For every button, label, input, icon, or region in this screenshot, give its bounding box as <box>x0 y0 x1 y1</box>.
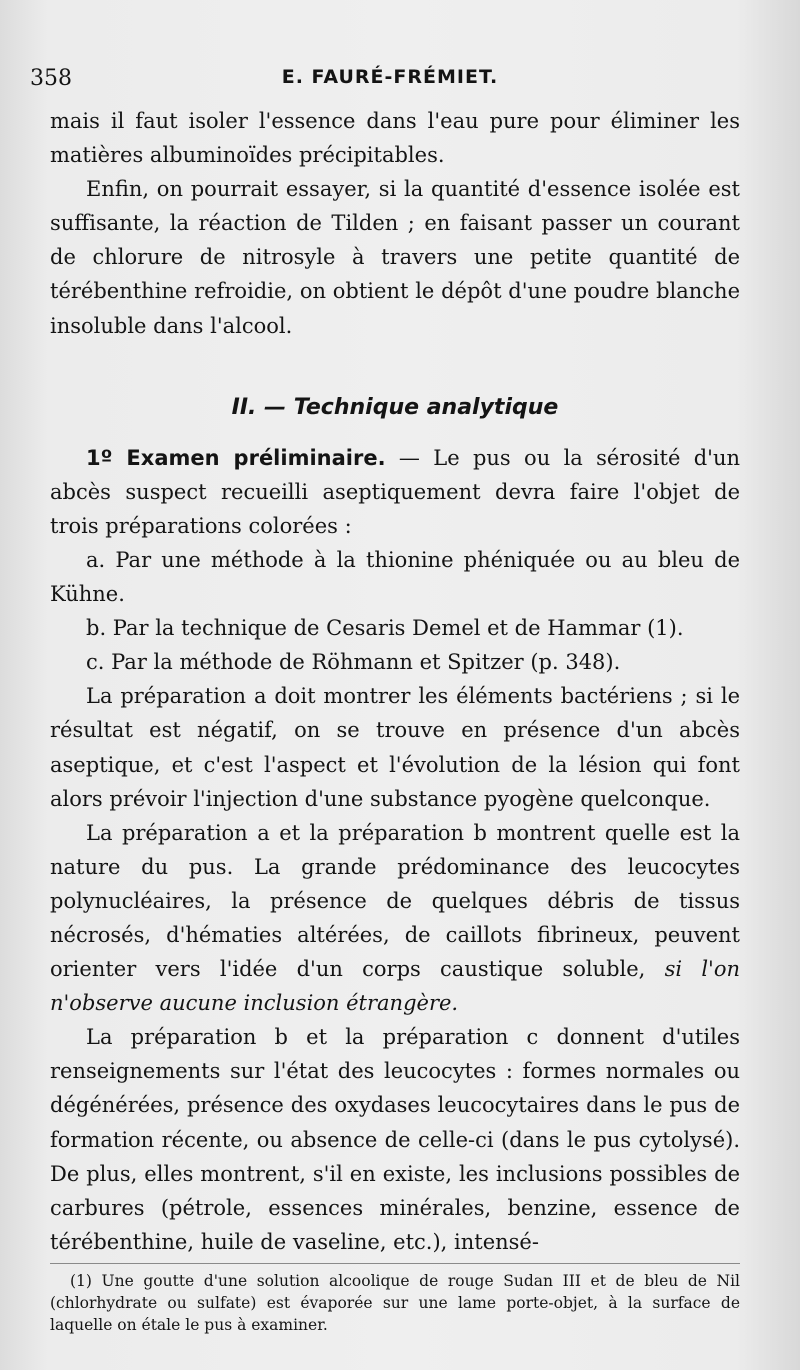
paragraph-ab-italic: si l'on n'observe aucune inclusion étrangère. <box>50 957 740 1016</box>
examen-heading: 1º Examen préliminaire. <box>86 445 386 470</box>
paragraph-preparation-a: La préparation a doit montrer les éléments bactériens ; si le résultat est négatif, on se trouve en présence d'un abcès aseptique, et c'est l'aspect et l'évolution de la lésion qui font alors prévoir l'injection d'une substance pyogène quelconque. <box>50 684 740 811</box>
paragraph-examen <box>50 441 740 543</box>
paragraph-preparation-bc: La préparation b et la préparation c donnent d'utiles renseignements sur l'état des leucocytes : formes normales ou dégénérées, présence des oxydases leucocytaires dans le pus de formation récente, ou absence de celle-ci (dans le pus cytolysé). De plus, elles montrent, s'il en existe, les inclusions possibles de carbures (pétrole, essences minérales, benzine, essence de térébenthine, huile de vaseline, etc.), intensé- <box>50 1025 740 1254</box>
running-title: E. FAURÉ-FRÉMIET. <box>281 66 499 88</box>
page-header <box>30 66 750 102</box>
footnote-1: (1) Une goutte d'une solution alcoolique de rouge Sudan III et de bleu de Nil (chlorhydrate ou sulfate) est évaporée sur une lame porte-objet, à la surface de laquelle on étale le pus à examiner. <box>50 1271 740 1334</box>
paragraph-ab-text: La préparation a et la préparation b montrent quelle est la nature du pus. La grande prédominance des leucocytes polynucléaires, la présence de quelques débris de tissus nécrosés, d'hématies altérées, de caillots fibrineux, peuvent orienter vers l'idée d'un corps caustique soluble, <box>50 820 740 982</box>
section-heading: II. — Technique analytique <box>231 394 559 420</box>
paragraph-preparation-ab <box>50 816 740 1021</box>
examen-text: — Le pus ou la sérosité d'un abcès suspect recueilli aseptiquement devra faire l'objet de trois préparations colorées : <box>50 445 741 538</box>
paragraph-continuation: mais il faut isoler l'essence dans l'eau pure pour éliminer les matières albuminoïdes précipitables. <box>50 109 740 168</box>
body-text <box>50 104 740 1336</box>
page-number: 358 <box>30 66 72 91</box>
list-item-b: b. Par la technique de Cesaris Demel et de Hammar (1). <box>86 616 684 641</box>
list-item-c: c. Par la méthode de Röhmann et Spitzer (p. 348). <box>86 650 621 675</box>
footnotes <box>50 1263 740 1336</box>
paragraph-tilden: Enfin, on pourrait essayer, si la quantité d'essence isolée est suffisante, la réaction de Tilden ; en faisant passer un courant de chlorure de nitrosyle à travers une petite quantité de térébenthine refroidie, on obtient le dépôt d'une poudre blanche insoluble dans l'alcool. <box>50 177 740 338</box>
list-item-a: a. Par une méthode à la thionine phéniquée ou au bleu de Kühne. <box>50 547 740 607</box>
